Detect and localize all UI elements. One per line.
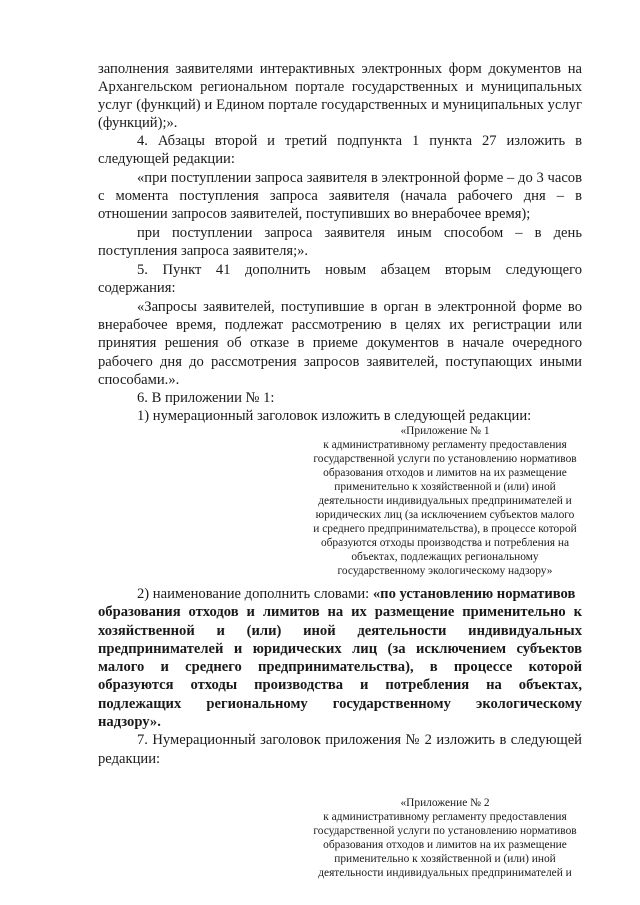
- appendix-2-line: к административному регламенту предоставления: [323, 811, 567, 823]
- item-5-line: рабочего дня до рассмотрения запросов заявителей, поступающих иными: [98, 354, 582, 370]
- bold-line: образования отходов и лимитов на их размещение применительно к: [98, 604, 582, 620]
- appendix-1-line: юридических лиц (за исключением субъектов малого: [315, 509, 575, 521]
- item-4-line: поступления запроса заявителя;».: [98, 243, 309, 259]
- appendix-2-line: государственной услуги по установлению нормативов: [313, 825, 577, 837]
- appendix-1-line: «Приложение № 1: [400, 425, 490, 437]
- item-6-line: 6. В приложении № 1:: [137, 390, 275, 406]
- bold-line: малого и среднего предпринимательства), в процессе которой: [98, 659, 582, 675]
- item-4-line: «при поступлении запроса заявителя в электронной форме – до 3 часов: [137, 170, 582, 186]
- item-2-line: [137, 586, 582, 603]
- item-5-line: 5. Пункт 41 дополнить новым абзацем вторым следующего: [137, 262, 582, 278]
- item-5-line: принятия решения об отказе в приеме документов в начале очередного: [98, 335, 582, 351]
- appendix-1-line: и среднего предпринимательства), в процессе которой: [313, 523, 577, 535]
- item-5-line: внерабочее время, подлежат рассмотрению в целях их регистрации или: [98, 317, 582, 333]
- appendix-1-line: применительно к хозяйственной и (или) иной: [334, 481, 556, 493]
- item-2-prefix: 2) наименование дополнить словами:: [137, 586, 373, 602]
- appendix-1-line: государственному экологическому надзору»: [337, 565, 553, 577]
- item-4-line: отношении запросов заявителей, поступивших во внерабочее время);: [98, 206, 531, 222]
- paragraph-line: услуг (функций) и Едином портале государственных и муниципальных услуг: [98, 97, 582, 113]
- item-5-line: «Запросы заявителей, поступившие в орган в электронной форме во: [137, 299, 582, 315]
- appendix-1-line: образования отходов и лимитов на их размещение: [323, 467, 567, 479]
- item-2-bold-start: «по установлению нормативов: [372, 586, 576, 602]
- appendix-1-line: объектах, подлежащих региональному: [351, 551, 539, 563]
- appendix-1-line: к административному регламенту предоставления: [323, 439, 567, 451]
- appendix-1-line: государственной услуги по установлению нормативов: [313, 453, 577, 465]
- bold-line: надзору».: [98, 714, 161, 730]
- paragraph-line: (функций);».: [98, 115, 178, 131]
- item-7-line: 7. Нумерационный заголовок приложения № 2 изложить в следующей: [137, 732, 582, 748]
- paragraph-line: заполнения заявителями интерактивных электронных форм документов на: [98, 61, 582, 77]
- bold-line: подлежащих региональному государственному экологическому: [98, 696, 582, 712]
- item-6-line: 1) нумерационный заголовок изложить в следующей редакции:: [137, 408, 532, 424]
- item-4-line: 4. Абзацы второй и третий подпункта 1 пункта 27 изложить в: [137, 133, 582, 149]
- bold-line: предпринимателей и юридических лиц (за исключением субъектов: [98, 641, 582, 657]
- item-7-line: редакции:: [98, 751, 161, 767]
- item-4-line: с момента поступления запроса заявителя (начала рабочего дня – в: [98, 188, 582, 204]
- item-5-line: содержания:: [98, 280, 176, 296]
- bold-line: образуются отходы производства и потребления на объектах,: [98, 677, 582, 693]
- appendix-2-line: деятельности индивидуальных предпринимателей и: [318, 867, 572, 879]
- appendix-1-line: деятельности индивидуальных предпринимателей и: [318, 495, 572, 507]
- bold-line: хозяйственной и (или) иной деятельности индивидуальных: [98, 623, 582, 639]
- paragraph-line: Архангельском региональном портале государственных и муниципальных: [98, 79, 582, 95]
- item-4-line: следующей редакции:: [98, 151, 235, 167]
- appendix-2-line: применительно к хозяйственной и (или) иной: [334, 853, 556, 865]
- appendix-2-line: «Приложение № 2: [400, 797, 490, 809]
- appendix-1-line: образуются отходы производства и потребления на: [320, 537, 570, 549]
- item-4-line: при поступлении запроса заявителя иным способом – в день: [137, 225, 582, 241]
- appendix-2-line: образования отходов и лимитов на их размещение: [323, 839, 567, 851]
- item-5-line: способами.».: [98, 372, 180, 388]
